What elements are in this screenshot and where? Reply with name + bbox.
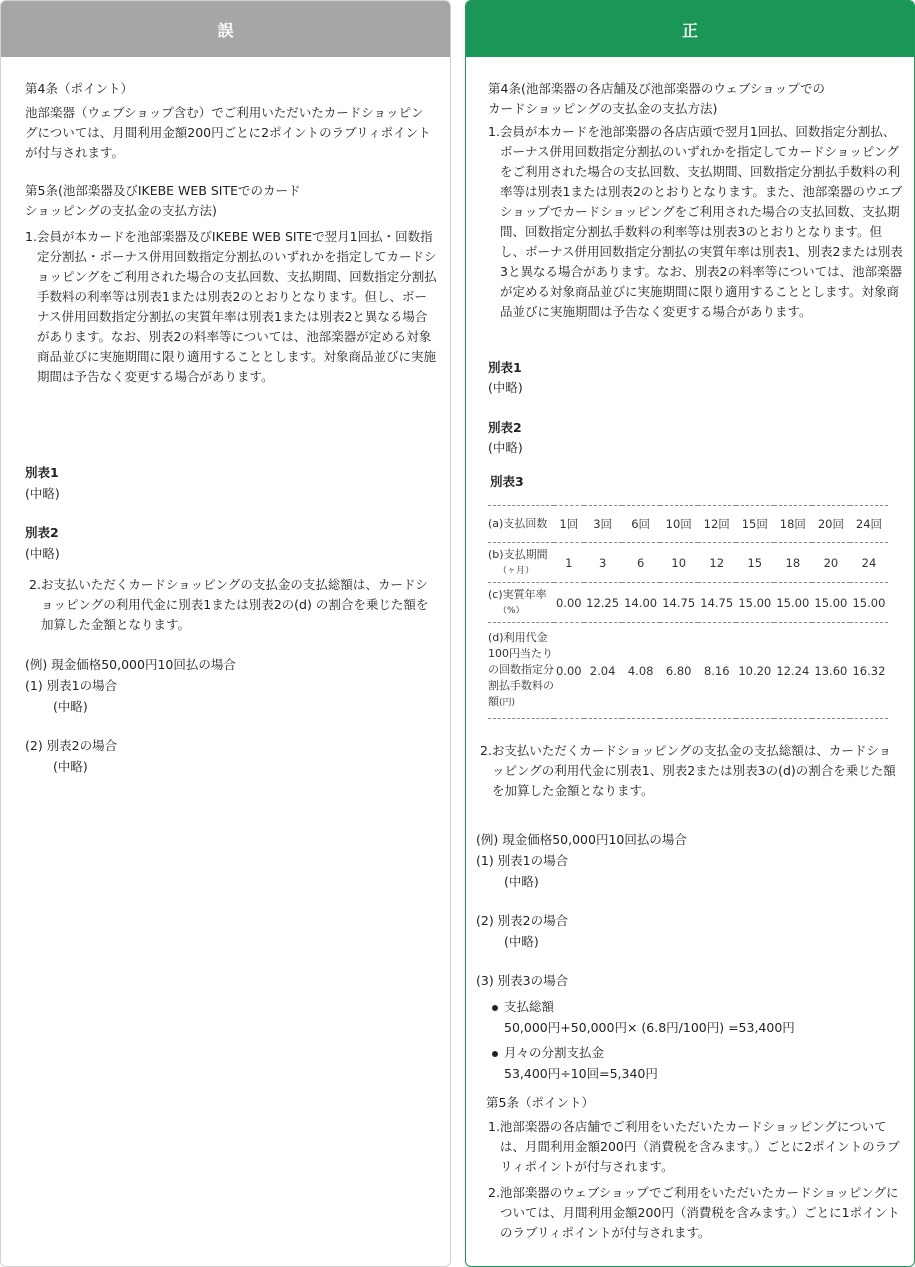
table-cell: 10回 <box>660 506 698 543</box>
row-label: (c)実質年率 <box>488 587 547 601</box>
row-unit: (円) <box>499 698 516 708</box>
article5-title-line2: ショッピングの支払金の支払方法) <box>25 203 217 218</box>
table1-title: 別表1 <box>25 465 59 480</box>
article4-item1: 1.会員が本カードを池部楽器の各店店頭で翌月1回払、回数指定分割払、ボーナス併用回数指定分割払のいずれかを指定してカードショッピングをご利用された場合の支払回数、支払期間、回数指定分割払手数料の利率等は別表1または別表2のとおりとなります。また、池部楽器のウエブショップでカードショッピングをご利用された場合の支払回数、支払期間、回数指定分割払手数料の利率等は別表3のとおりとなります。但し、ボーナス併用回数指定分割払の実質年率は別表1、別表2または別表3と異なる場合があります。なお、別表2の料率等については、池部楽器が定める対象商品並びに実施期間に限り適用することとします。対象商品並びに実施期間は予告なく変更する場合があります。 <box>488 124 903 319</box>
table-cell: 3回 <box>584 506 622 543</box>
table-cell: 1 <box>554 543 584 583</box>
table-cell: 20回 <box>812 506 850 543</box>
bullet-total-title: 支払総額 <box>504 999 555 1014</box>
table-cell: 2.04 <box>584 623 622 719</box>
table1-title: 別表1 <box>488 360 522 375</box>
table3-title: 別表3 <box>490 474 524 489</box>
case1: (1) 別表1の場合 <box>25 678 118 693</box>
table-cell: 14.00 <box>622 583 660 623</box>
case2: (2) 別表2の場合 <box>476 913 569 928</box>
table-cell: 6 <box>622 543 660 583</box>
article5-item2: 2.池部楽器のウェブショップでご利用をいただいたカードショッピングについては、月間利用金額200円（消費税を含みます。）ごとに1ポイントのラブリィポイントが付与されます。 <box>488 1185 900 1240</box>
row-label: (a)支払回数 <box>488 506 554 543</box>
article4-title: 第4条（ポイント） <box>25 81 133 96</box>
table-cell: 15.00 <box>736 583 774 623</box>
table-cell: 15 <box>736 543 774 583</box>
table1-note: (中略) <box>25 486 60 501</box>
article5-item1: 1.池部楽器の各店舗でご利用をいただいたカードショッピングについては、月間利用金額200円（消費税を含みます。）ごとに2ポイントのラブリィポイントが付与されます。 <box>488 1119 900 1174</box>
table-cell: 15.00 <box>850 583 888 623</box>
table-cell: 16.32 <box>850 623 888 719</box>
table-cell: 8.16 <box>698 623 736 719</box>
table-cell: 18回 <box>774 506 812 543</box>
table3-row-fee <box>488 623 888 719</box>
table-cell: 6.80 <box>660 623 698 719</box>
table-cell: 0.00 <box>554 583 584 623</box>
table-cell: 12.24 <box>774 623 812 719</box>
table-cell: 4.08 <box>622 623 660 719</box>
table-cell: 24回 <box>850 506 888 543</box>
bullet-icon <box>492 1051 498 1057</box>
bullet-total-value: 50,000円+50,000円× (6.8円/100円) =53,400円 <box>504 1020 795 1035</box>
table2-title: 別表2 <box>488 420 522 435</box>
article4-body: 池部楽器（ウェブショップ含む）でご利用いただいたカードショッピングについては、月間利用金額200円ごとに2ポイントのラブリィポイントが付与されます。 <box>25 105 431 160</box>
case1-note: (中略) <box>504 874 539 889</box>
table1-note: (中略) <box>488 380 523 395</box>
incorrect-header: 誤 <box>1 1 450 57</box>
article5-title-line1: 第5条(池部楽器及びIKEBE WEB SITEでのカード <box>25 183 301 198</box>
table-cell: 3 <box>584 543 622 583</box>
table2-note: (中略) <box>488 440 523 455</box>
bullet-monthly-value: 53,400円÷10回=5,340円 <box>504 1066 658 1081</box>
table-cell: 14.75 <box>660 583 698 623</box>
example-title: (例) 現金価格50,000円10回払の場合 <box>25 657 236 672</box>
case1: (1) 別表1の場合 <box>476 853 569 868</box>
case3: (3) 別表3の場合 <box>476 973 569 988</box>
article4-title-line1: 第4条(池部楽器の各店舗及び池部楽器のウェブショップでの <box>488 81 825 96</box>
table3-row-period <box>488 543 888 583</box>
row-label: (b)支払期間 <box>488 547 548 561</box>
row-label: (d)利用代金100円当たりの回数指定分割払手数料の額 <box>488 631 554 708</box>
row-unit: （%） <box>498 605 525 616</box>
table-cell: 1回 <box>554 506 584 543</box>
case2-note: (中略) <box>504 934 539 949</box>
row-unit: （ヶ月） <box>498 565 535 576</box>
item2: 2.お支払いただくカードショッピングの支払金の支払総額は、カードショッピングの利用代金に別表1または別表2の(d) の割合を乗じた額を加算した金額となります。 <box>29 577 429 632</box>
article5-title: 第5条（ポイント） <box>486 1095 594 1110</box>
table2-title: 別表2 <box>25 525 59 540</box>
case2-note: (中略) <box>53 759 88 774</box>
bullet-monthly-title: 月々の分割支払金 <box>504 1045 605 1060</box>
bullet-monthly <box>492 1043 604 1063</box>
correct-panel <box>465 0 915 1267</box>
table-cell: 0.00 <box>554 623 584 719</box>
bullet-total <box>492 997 554 1017</box>
table3 <box>488 505 888 719</box>
article5-item1: 1.会員が本カードを池部楽器及びIKEBE WEB SITEで翌月1回払・回数指定分割払・ボーナス併用回数指定分割払のいずれかを指定してカードショッピングをご利用された場合の支払回数、支払期間、回数指定分割払手数料の利率等は別表1または別表2のとおりとなります。但し、ボーナス併用回数指定分割払の実質年率は別表1または別表2と異なる場合があります。なお、別表2の料率等については、池部楽器が定める対象商品並びに実施期間に限り適用することとします。対象商品並びに実施期間は予告なく変更する場合があります。 <box>25 229 437 384</box>
table-cell: 10 <box>660 543 698 583</box>
table-cell: 20 <box>812 543 850 583</box>
table-cell: 15.00 <box>812 583 850 623</box>
correct-header: 正 <box>466 1 914 57</box>
table-cell: 24 <box>850 543 888 583</box>
example-title: (例) 現金価格50,000円10回払の場合 <box>476 832 687 847</box>
table-cell: 15回 <box>736 506 774 543</box>
table-cell: 18 <box>774 543 812 583</box>
incorrect-panel <box>0 0 451 1267</box>
table-cell: 13.60 <box>812 623 850 719</box>
table-cell: 12回 <box>698 506 736 543</box>
case2: (2) 別表2の場合 <box>25 738 118 753</box>
table-cell: 12.25 <box>584 583 622 623</box>
table3-row-apr <box>488 583 888 623</box>
case1-note: (中略) <box>53 699 88 714</box>
table-cell: 12 <box>698 543 736 583</box>
article4-title-line2: カードショッピングの支払金の支払方法) <box>488 101 718 116</box>
table-cell: 15.00 <box>774 583 812 623</box>
table-cell: 10.20 <box>736 623 774 719</box>
table3-row-installments <box>488 506 888 543</box>
table2-note: (中略) <box>25 546 60 561</box>
item2: 2.お支払いただくカードショッピングの支払金の支払総額は、カードショッピングの利用代金に別表1、別表2または別表3の(d)の割合を乗じた額を加算した金額となります。 <box>480 743 896 798</box>
table-cell: 6回 <box>622 506 660 543</box>
bullet-icon <box>492 1005 498 1011</box>
table-cell: 14.75 <box>698 583 736 623</box>
